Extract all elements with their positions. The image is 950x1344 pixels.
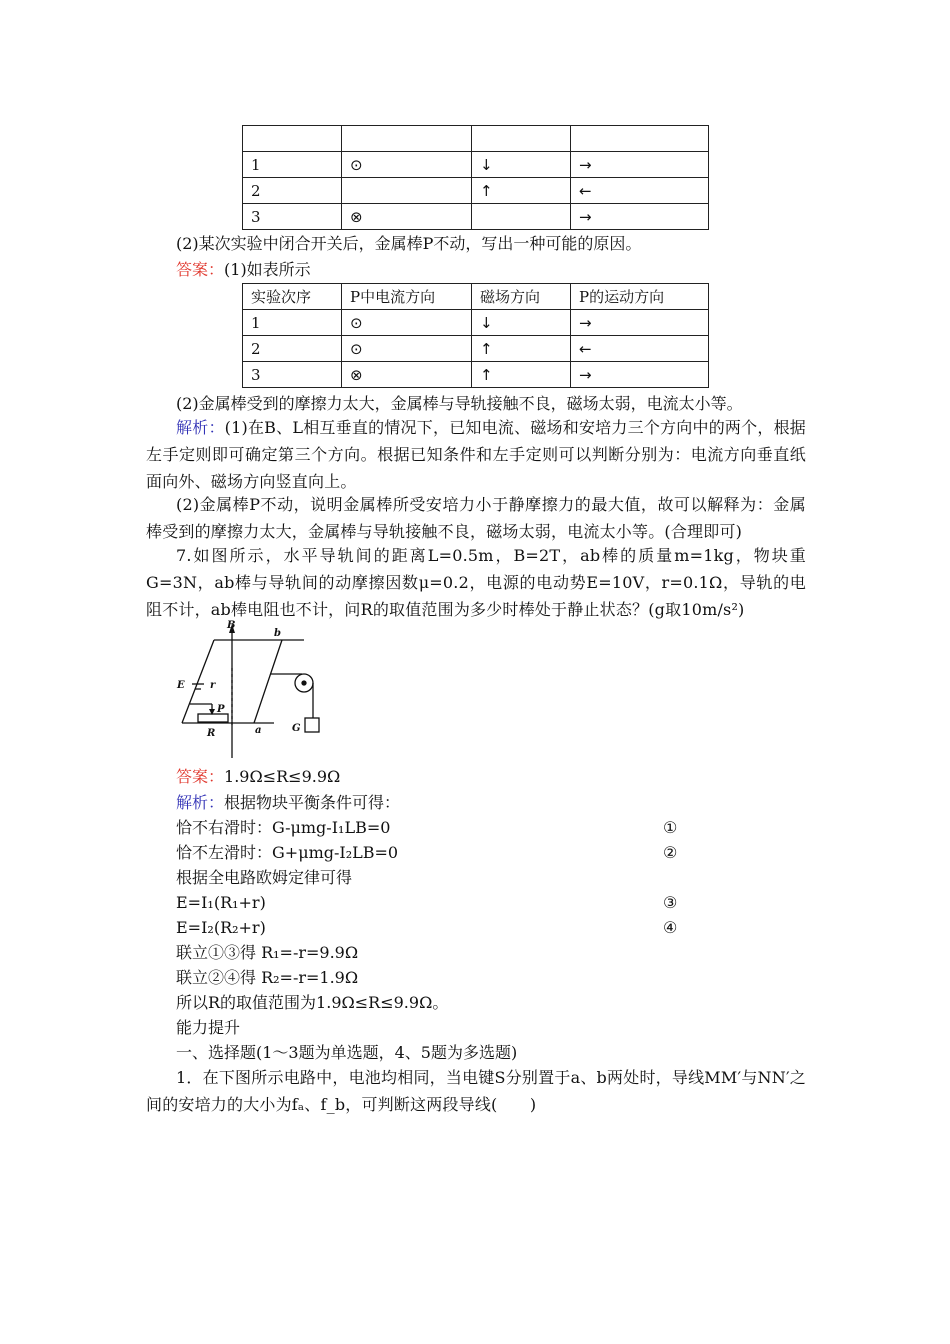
equation-4: E=I₂(R₂+r) — [176, 918, 266, 937]
analysis-text: (1)在B、L相互垂直的情况下，已知电流、磁场和安培力三个方向中的两个，根据左手定则即可确定第三个方向。根据已知条件和左手定则可以判断分别为：电流方向垂直纸面向外、磁场方向竖直向上。 — [146, 418, 806, 491]
label-e: E — [177, 680, 185, 691]
table-cell: ↓ — [472, 152, 571, 178]
answer-text: (1)如表所示 — [224, 260, 311, 279]
equation-1: 恰不右滑时：G-μmg-I₁LB=0 — [176, 818, 391, 837]
table-row — [243, 152, 709, 178]
table-cell: 1 — [243, 152, 342, 178]
label-p: P — [217, 704, 225, 715]
table-cell: ↓ — [472, 310, 571, 336]
equation-5: 联立①③得 R₁=-r=9.9Ω — [176, 943, 359, 962]
table-cell: ⊙ — [342, 310, 472, 336]
equation-mark-3: ③ — [663, 893, 678, 912]
table-cell: ⊗ — [342, 362, 472, 388]
label-a: a — [255, 725, 262, 736]
rod-ab — [254, 640, 282, 723]
table-row — [243, 336, 709, 362]
table-row — [243, 178, 709, 204]
equation-mark-2: ② — [663, 843, 678, 862]
equation-3: E=I₁(R₁+r) — [176, 893, 266, 912]
analysis-7 — [176, 793, 400, 813]
section-title: 能力提升 — [176, 1018, 241, 1037]
analysis-label: 解析： — [176, 793, 225, 812]
table-cell: 2 — [243, 336, 342, 362]
table-cell: 3 — [243, 362, 342, 388]
table-cell: 2 — [243, 178, 342, 204]
equation-mark-1: ① — [663, 818, 678, 837]
table-row — [243, 362, 709, 388]
table-row — [243, 284, 709, 310]
table-cell: ↑ — [472, 362, 571, 388]
label-b: b — [274, 628, 281, 639]
table-header-cell: P的运动方向 — [571, 284, 709, 310]
table-cell: ↑ — [472, 178, 571, 204]
answer-7 — [176, 767, 340, 787]
question-1: 1．在下图所示电路中，电池均相同，当电键S分别置于a、b两处时，导线MM′与NN′之间的安培力的大小为fₐ、f_b，可判断这两段导线( ) — [146, 1068, 806, 1114]
table-cell: → — [571, 152, 709, 178]
table-2 — [242, 283, 709, 388]
label-r: r — [210, 680, 216, 691]
table-cell — [571, 126, 709, 152]
table-cell — [472, 204, 571, 230]
table-header-cell: 实验次序 — [243, 284, 342, 310]
table-cell: ← — [571, 178, 709, 204]
rheostat-box — [198, 714, 228, 722]
answer-text: 1.9Ω≤R≤9.9Ω — [224, 767, 341, 786]
analysis-1 — [146, 414, 806, 495]
answer-label: 答案： — [176, 260, 225, 279]
equation-mark-4: ④ — [663, 918, 678, 937]
table-cell — [342, 126, 472, 152]
answer-1 — [176, 260, 311, 280]
answer-2: (2)金属棒受到的摩擦力太大，金属棒与导轨接触不良，磁场太弱，电流太小等。 — [176, 394, 743, 413]
label-rheostat: R — [207, 728, 216, 739]
ohm-text: 根据全电路欧姆定律可得 — [176, 868, 353, 887]
table-cell: ← — [571, 336, 709, 362]
block-g — [305, 718, 319, 732]
table-cell — [342, 178, 472, 204]
table-cell: ⊗ — [342, 204, 472, 230]
analysis-text: 根据物块平衡条件可得： — [224, 793, 401, 812]
equation-2: 恰不左滑时：G+μmg-I₂LB=0 — [176, 843, 399, 862]
table-row — [243, 204, 709, 230]
table-cell: ↑ — [472, 336, 571, 362]
table-cell: 3 — [243, 204, 342, 230]
label-b-field: B — [227, 620, 236, 631]
table-1 — [242, 125, 709, 230]
circuit-figure — [174, 618, 324, 760]
answer-label: 答案： — [176, 767, 225, 786]
equation-6: 联立②④得 R₂=-r=1.9Ω — [176, 968, 359, 987]
analysis-label: 解析： — [176, 418, 225, 437]
table-cell: → — [571, 310, 709, 336]
question-7: 7.如图所示，水平导轨间的距离L=0.5m，B=2T，ab棒的质量m=1kg，物块重G=3N，ab棒与导轨间的动摩擦因数μ=0.2，电源的电动势E=10V，r=0.1Ω，导轨的电阻不计，ab棒电阻也不计，问R的取值范围为多少时棒处于静止状态？(g取10m/s²) — [146, 546, 806, 619]
label-g: G — [292, 723, 301, 734]
conclusion: 所以R的取值范围为1.9Ω≤R≤9.9Ω。 — [176, 993, 449, 1012]
section-subtitle: 一、选择题(1～3题为单选题，4、5题为多选题) — [176, 1043, 518, 1062]
table-cell — [243, 126, 342, 152]
table-cell: ⊙ — [342, 336, 472, 362]
table-row — [243, 310, 709, 336]
table-cell: ⊙ — [342, 152, 472, 178]
table-header-cell: 磁场方向 — [472, 284, 571, 310]
analysis-2: (2)金属棒P不动，说明金属棒所受安培力小于静摩擦力的最大值，故可以解释为：金属棒受到的摩擦力太大，金属棒与导轨接触不良，磁场太弱，电流太小等。(合理即可) — [146, 495, 806, 541]
table-cell: → — [571, 204, 709, 230]
table-header-cell: P中电流方向 — [342, 284, 472, 310]
table-cell: → — [571, 362, 709, 388]
table-row — [243, 126, 709, 152]
table-cell: 1 — [243, 310, 342, 336]
table-cell — [472, 126, 571, 152]
question-2: (2)某次实验中闭合开关后，金属棒P不动，写出一种可能的原因。 — [176, 234, 642, 253]
